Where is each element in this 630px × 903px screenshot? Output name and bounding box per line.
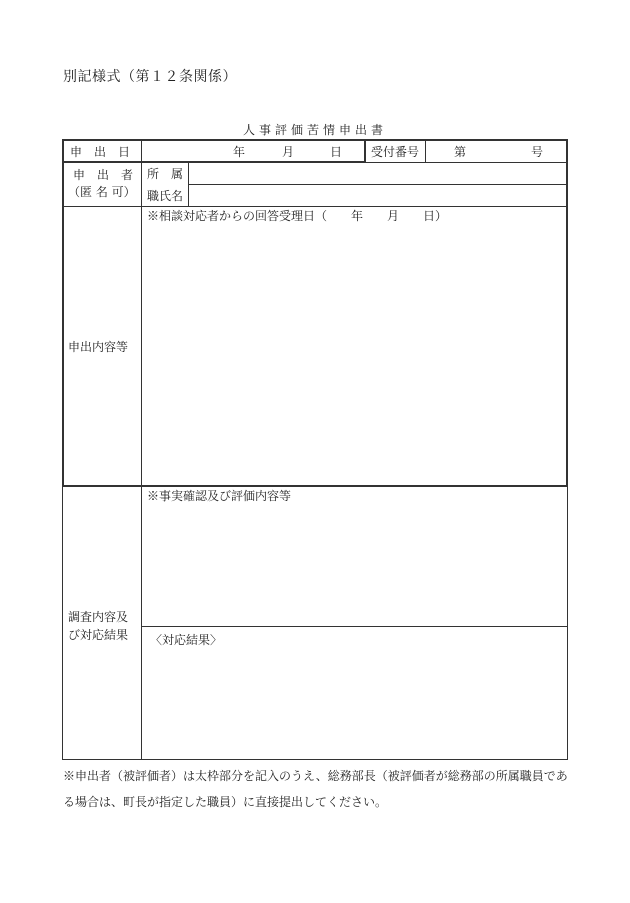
date-day-label: 日 bbox=[330, 145, 343, 159]
job-name-label: 職氏名 bbox=[147, 189, 184, 203]
content-label: 申出内容等 bbox=[68, 340, 129, 354]
investigation-note: ※事実確認及び評価内容等 bbox=[147, 489, 292, 503]
form-heading: 別記様式（第１２条関係） bbox=[63, 69, 237, 85]
form-title: 人事評価苦情申出書 bbox=[242, 123, 387, 137]
affiliation-label: 所 属 bbox=[147, 167, 184, 181]
date-year-label: 年 bbox=[233, 145, 246, 159]
receipt-dai-label: 第 bbox=[454, 145, 467, 159]
anonymous-ok-label: （匿 名 可） bbox=[68, 185, 136, 199]
receipt-number-label: 受付番号 bbox=[371, 145, 420, 159]
date-month-label: 月 bbox=[282, 145, 295, 159]
date-label: 申 出 日 bbox=[70, 145, 131, 159]
result-note: 〈対応結果〉 bbox=[150, 633, 223, 647]
content-note: ※相談対応者からの回答受理日（ 年 月 日） bbox=[147, 209, 448, 223]
investigation-label-line1: 調査内容及 bbox=[68, 610, 129, 624]
applicant-label: 申 出 者 bbox=[73, 168, 134, 182]
footnote-line2: る場合は、町長が指定した職員）に直接提出してください。 bbox=[63, 795, 388, 809]
receipt-go-label: 号 bbox=[531, 145, 544, 159]
footnote-line1: ※申出者（被評価者）は太枠部分を記入のうえ、総務部長（被評価者が総務部の所属職員であ bbox=[63, 769, 568, 783]
investigation-label-line2: び対応結果 bbox=[68, 628, 129, 642]
